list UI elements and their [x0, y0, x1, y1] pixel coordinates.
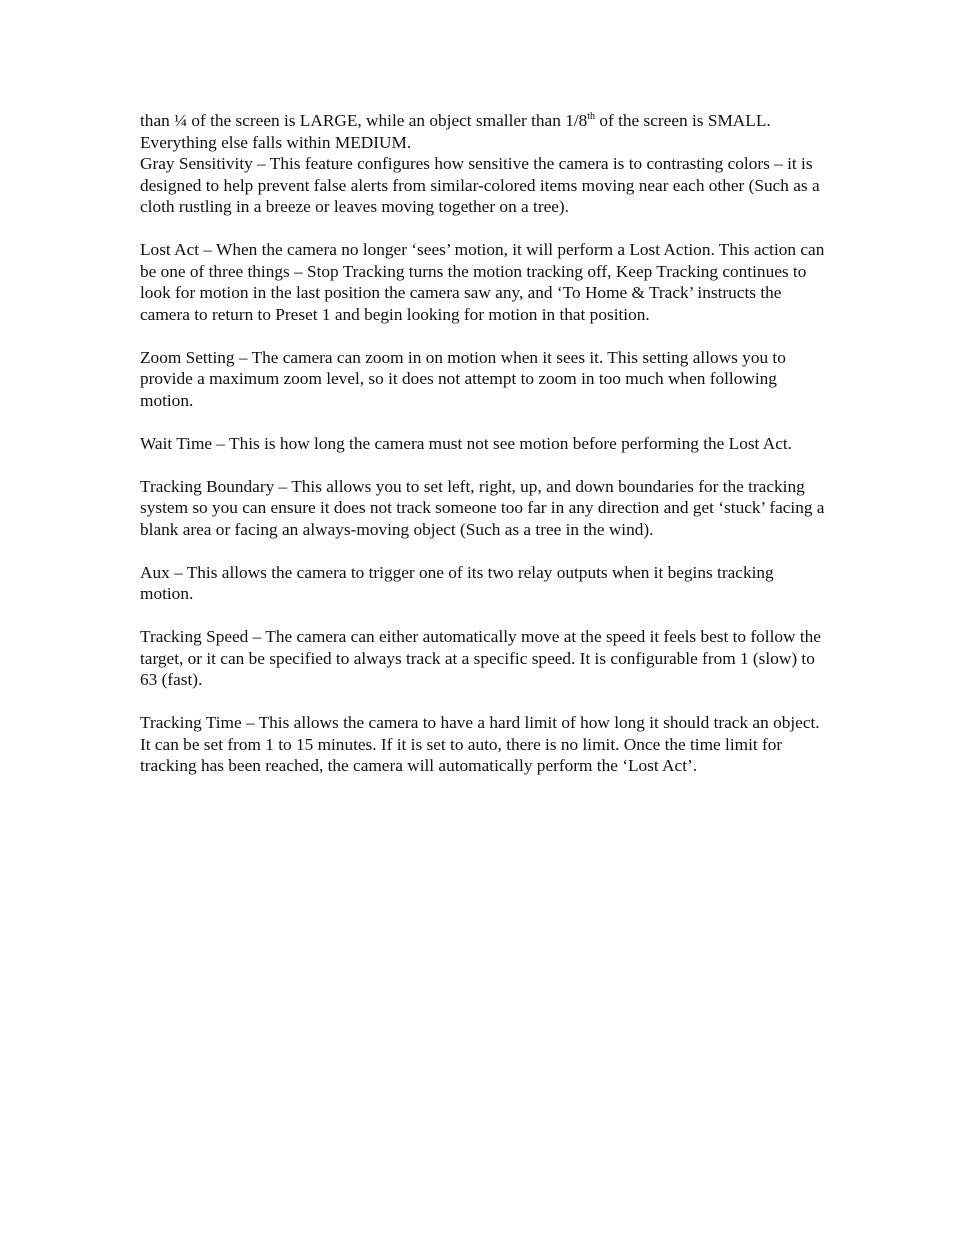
- paragraph-spacer: [140, 411, 830, 433]
- paragraph-spacer: [140, 691, 830, 713]
- size-paragraph: [140, 110, 830, 153]
- paragraph-spacer: [140, 540, 830, 562]
- tracking-speed-paragraph: Tracking Speed – The camera can either automatically move at the speed it feels best to follow the target, or it can be specified to always track at a specific speed. It is configurable from 1 (slow) to 63 (fast).: [140, 627, 821, 689]
- tracking-boundary-paragraph: Tracking Boundary – This allows you to set left, right, up, and down boundaries for the tracking system so you can ensure it does not track someone too far in any direction and get ‘stuck’ facing a blank area or facing an always-moving object (Such as a tree in the wind).: [140, 476, 825, 539]
- paragraph-spacer: [140, 454, 830, 476]
- paragraph-spacer: [140, 218, 830, 240]
- paragraph-spacer: [140, 605, 830, 627]
- aux-paragraph: Aux – This allows the camera to trigger one of its two relay outputs when it begins tracking motion.: [140, 562, 774, 603]
- tracking-time-paragraph: Tracking Time – This allows the camera to have a hard limit of how long it should track an object. It can be set from 1 to 15 minutes. If it is set to auto, there is no limit. Once the time limit for tracking has been reached, the camera will automatically perform the ‘Lost Act’.: [140, 713, 820, 775]
- size-text-part1: than ¼ of the screen is LARGE, while an object smaller than 1/8: [140, 111, 588, 130]
- wait-time-paragraph: Wait Time – This is how long the camera must not see motion before performing the Lost Act.: [140, 433, 792, 453]
- paragraph-spacer: [140, 325, 830, 347]
- superscript-th: th: [587, 111, 596, 122]
- document-page: [140, 110, 830, 777]
- lost-act-paragraph: Lost Act – When the camera no longer ‘sees’ motion, it will perform a Lost Action. This action can be one of three things – Stop Tracking turns the motion tracking off, Keep Tracking continues to look for motion in the last position the camera saw any, and ‘To Home & Track’ instructs the camera to return to Preset 1 and begin looking for motion in that position.: [140, 240, 825, 324]
- size-text-part2: of the screen is SMALL. Everything else falls within MEDIUM.: [140, 111, 771, 152]
- zoom-setting-paragraph: Zoom Setting – The camera can zoom in on motion when it sees it. This setting allows you to provide a maximum zoom level, so it does not attempt to zoom in too much when following motion.: [140, 347, 786, 410]
- gray-sensitivity-paragraph: Gray Sensitivity – This feature configures how sensitive the camera is to contrasting colors – it is designed to help prevent false alerts from similar-colored items moving near each other (Such as a cloth rustling in a breeze or leaves moving together on a tree).: [140, 154, 820, 216]
